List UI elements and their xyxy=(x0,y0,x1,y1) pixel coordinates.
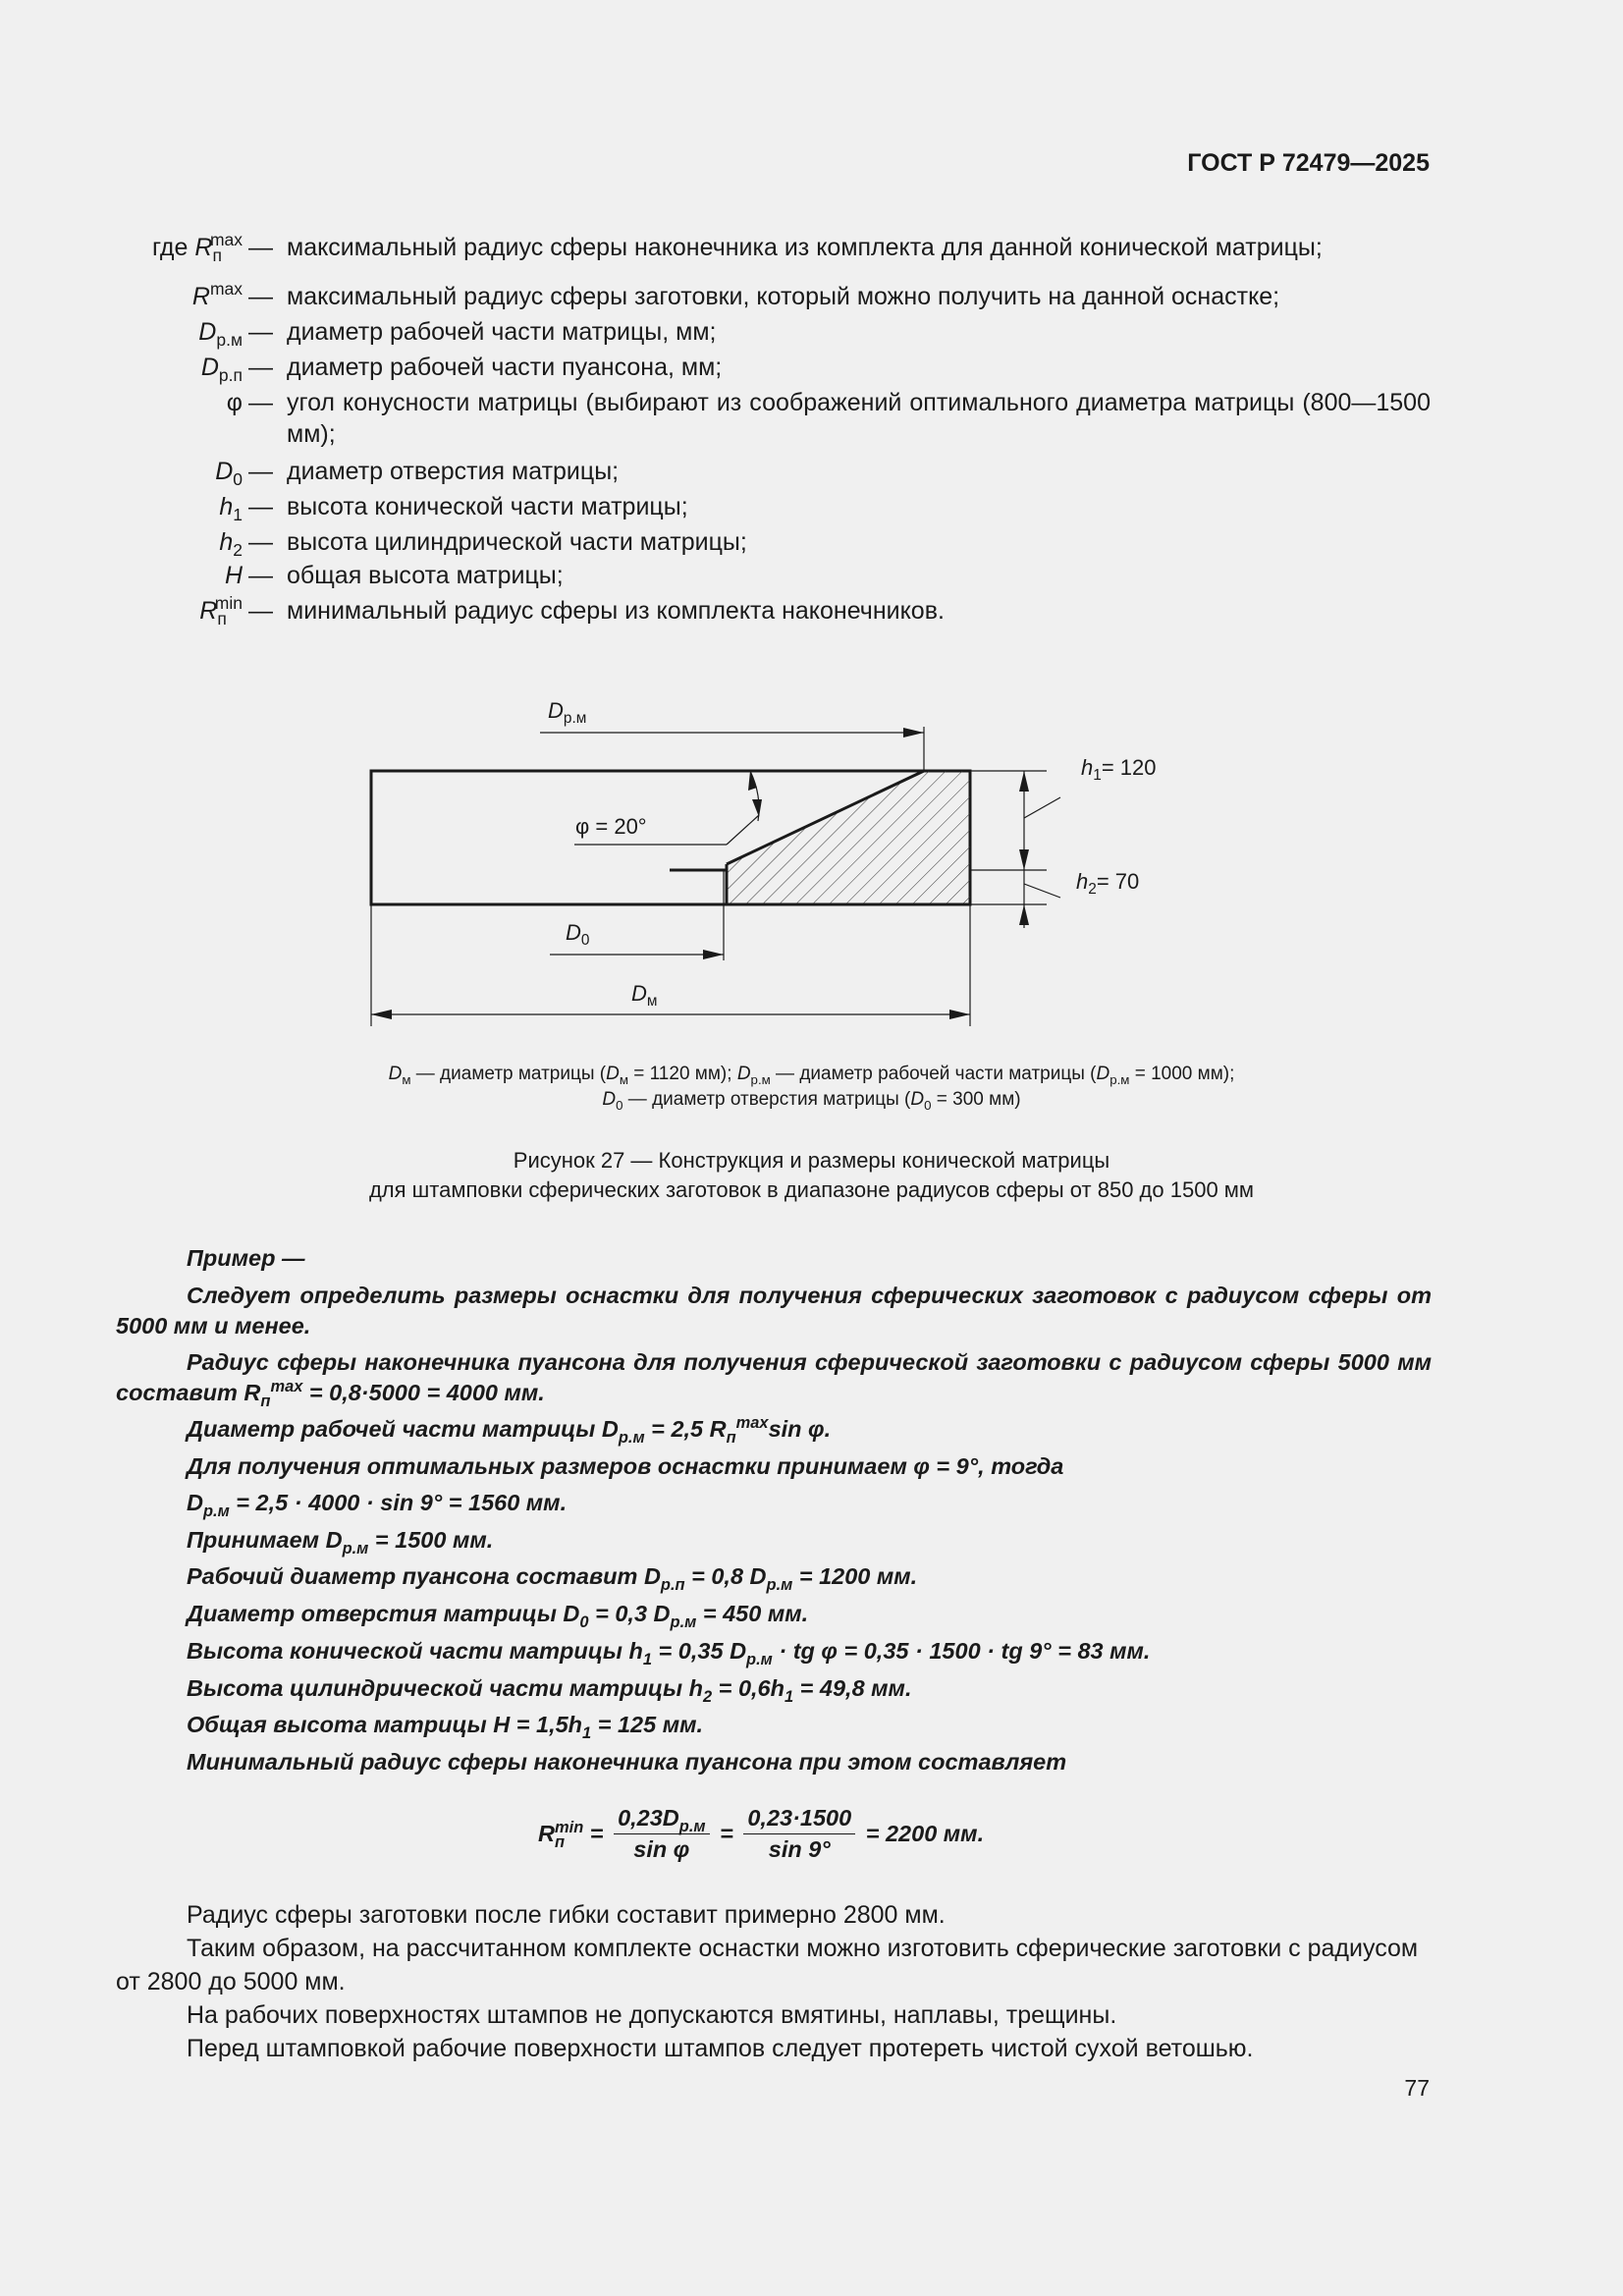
example-paragraph: Минимальный радиус сферы наконечника пуансона при этом составляет xyxy=(187,1749,1067,1775)
example-paragraph: $D_{р.м} = 2,5 \cdot 4000 \cdot \sin 9^\circ = 1560$ мм. xyxy=(187,1490,568,1520)
label-h2: $h_2= 70$ xyxy=(1076,869,1140,899)
formula-rmin: $R_п^{min}$ = $\frac{0,23D_{р.м}}{\text{sin φ}}$ = $\frac{0,23\cdot 1500}{\sin 9^\circ}$ = 2200 мм. xyxy=(538,1805,985,1862)
figure-caption-line2: для штамповки сферических заготовок в диапазоне радиусов сферы от 850 до 1500 мм xyxy=(368,1177,1255,1202)
definition-text: диаметр рабочей части пуансона, мм; xyxy=(287,354,723,381)
label-dm: $D_м$ xyxy=(631,981,658,1011)
formula-fraction: $\frac{0,23D_{р.м}}{\text{sin φ}}$ xyxy=(614,1805,710,1863)
definition-text: диаметр отверстия матрицы; xyxy=(287,458,620,485)
definition-text: максимальный радиус сферы наконечника из комплекта для данной конической матрицы; xyxy=(287,234,1323,261)
hatched-section xyxy=(727,771,970,904)
definition-dash: — xyxy=(248,458,273,485)
figure-note-line1: $D_м$ — диаметр матрицы ($D_м = 1120$ мм); $D_{р.м}$ — диаметр рабочей части матрицы ($D_{р.м} = 1000$ мм); xyxy=(388,1064,1235,1087)
definition-text: общая высота матрицы; xyxy=(287,562,564,589)
definition-symbol: D xyxy=(200,354,219,381)
example-paragraph: Диаметр отверстия матрицы $D_0 = 0,3$ $D_{р.м} = 450$ мм. xyxy=(187,1601,809,1631)
body-paragraph: Радиус сферы заготовки после гибки составит примерно 2800 мм. xyxy=(187,1901,946,1929)
example-title: Пример — xyxy=(187,1245,305,1271)
definition-text: высота конической части матрицы; xyxy=(287,493,688,520)
example-paragraph: Принимаем $D_{р.м} = 1500$ мм. xyxy=(187,1527,494,1558)
definition-symbol: h xyxy=(219,493,234,520)
body-paragraph: Таким образом, на рассчитанном комплекте оснастки можно изготовить сферические заготовки с радиусом от 2800 до 5000 мм. xyxy=(116,1935,1419,1995)
example-paragraph: Рабочий диаметр пуансона составит $D_{р.п} = 0,8$ $D_{р.м} = 1200$ мм. xyxy=(187,1563,918,1594)
definition-dash: — xyxy=(248,318,273,346)
definition-symbol: H xyxy=(224,562,243,589)
formula-fraction: $\frac{0,23\cdot 1500}{\sin 9^\circ}$ xyxy=(743,1805,855,1863)
definition-dash: — xyxy=(248,562,273,589)
definition-symbol: φ xyxy=(226,389,243,416)
example-paragraph: Высота конической части матрицы $h_1 = 0,35$ $D_{р.м}$ · tg φ = 0,35 · 1500 · tg 9° = 83 мм. xyxy=(187,1638,1151,1668)
figure-die-drawing xyxy=(0,0,1623,1080)
definition-text: диаметр рабочей части матрицы, мм; xyxy=(287,318,717,346)
example-paragraph: Диаметр рабочей части матрицы $D_{р.м} = 2,5$ $R_п^{max}\sin$ φ. xyxy=(187,1413,832,1447)
definition-text: угол конусности матрицы (выбирают из соображений оптимального диаметра матрицы (800—1500 мм); xyxy=(287,389,1431,448)
page-number: 77 xyxy=(1404,2075,1430,2101)
definition-text: высота цилиндрической части матрицы; xyxy=(287,528,747,556)
body-paragraph: На рабочих поверхностях штампов не допускаются вмятины, наплавы, трещины. xyxy=(187,2001,1117,2029)
definition-dash: — xyxy=(248,597,273,625)
label-d0: $D_0$ xyxy=(566,920,590,950)
definition-symbol: h xyxy=(219,528,234,556)
definition-dash: — xyxy=(248,493,273,520)
definition-dash: — xyxy=(248,234,273,261)
definition-symbol: D xyxy=(198,318,217,346)
definition-dash: — xyxy=(248,389,273,416)
label-drm: $D_{р.м}$ xyxy=(548,698,587,728)
definition-symbol: R xyxy=(199,597,218,625)
definition-dash: — xyxy=(248,283,273,310)
label-phi: φ = 20° xyxy=(575,814,647,839)
body-paragraph: Перед штамповкой рабочие поверхности штампов следует протереть чистой сухой ветошью. xyxy=(187,2035,1254,2062)
definition-text: минимальный радиус сферы из комплекта наконечников. xyxy=(287,597,945,625)
definition-prefix: где xyxy=(151,234,189,261)
definition-text: максимальный радиус сферы заготовки, который можно получить на данной оснастке; xyxy=(287,283,1280,310)
figure-note-line2: $D_0$ — диаметр отверстия матрицы ($D_0 = 300$ мм) xyxy=(602,1089,1021,1113)
definition-symbol: D xyxy=(215,458,234,485)
example-paragraph: Радиус сферы наконечника пуансона для получения сферической заготовки с радиусом сферы 5000 мм составит $R_п^{max} = 0,8\cdot 5000 = 4000$ мм. xyxy=(116,1349,1432,1410)
example-paragraph: Для получения оптимальных размеров оснастки принимаем φ = 9°, тогда xyxy=(187,1453,1064,1479)
example-paragraph: Общая высота матрицы $H = 1,5h_1 = 125$ мм. xyxy=(187,1712,704,1742)
figure-caption-line1: Рисунок 27 — Конструкция и размеры конической матрицы xyxy=(513,1148,1110,1173)
example-paragraph: Высота цилиндрической части матрицы $h_2 = 0,6h_1 = 49,8$ мм. xyxy=(187,1675,912,1706)
example-paragraph: Следует определить размеры оснастки для получения сферических заготовок с радиусом сферы от 5000 мм и менее. xyxy=(116,1283,1432,1339)
document-header: ГОСТ Р 72479—2025 xyxy=(1187,149,1430,177)
label-h1: $h_1= 120$ xyxy=(1081,755,1157,785)
definition-dash: — xyxy=(248,354,273,381)
definition-symbol: R xyxy=(191,283,210,310)
definition-symbol: R xyxy=(194,234,213,261)
definition-dash: — xyxy=(248,528,273,556)
